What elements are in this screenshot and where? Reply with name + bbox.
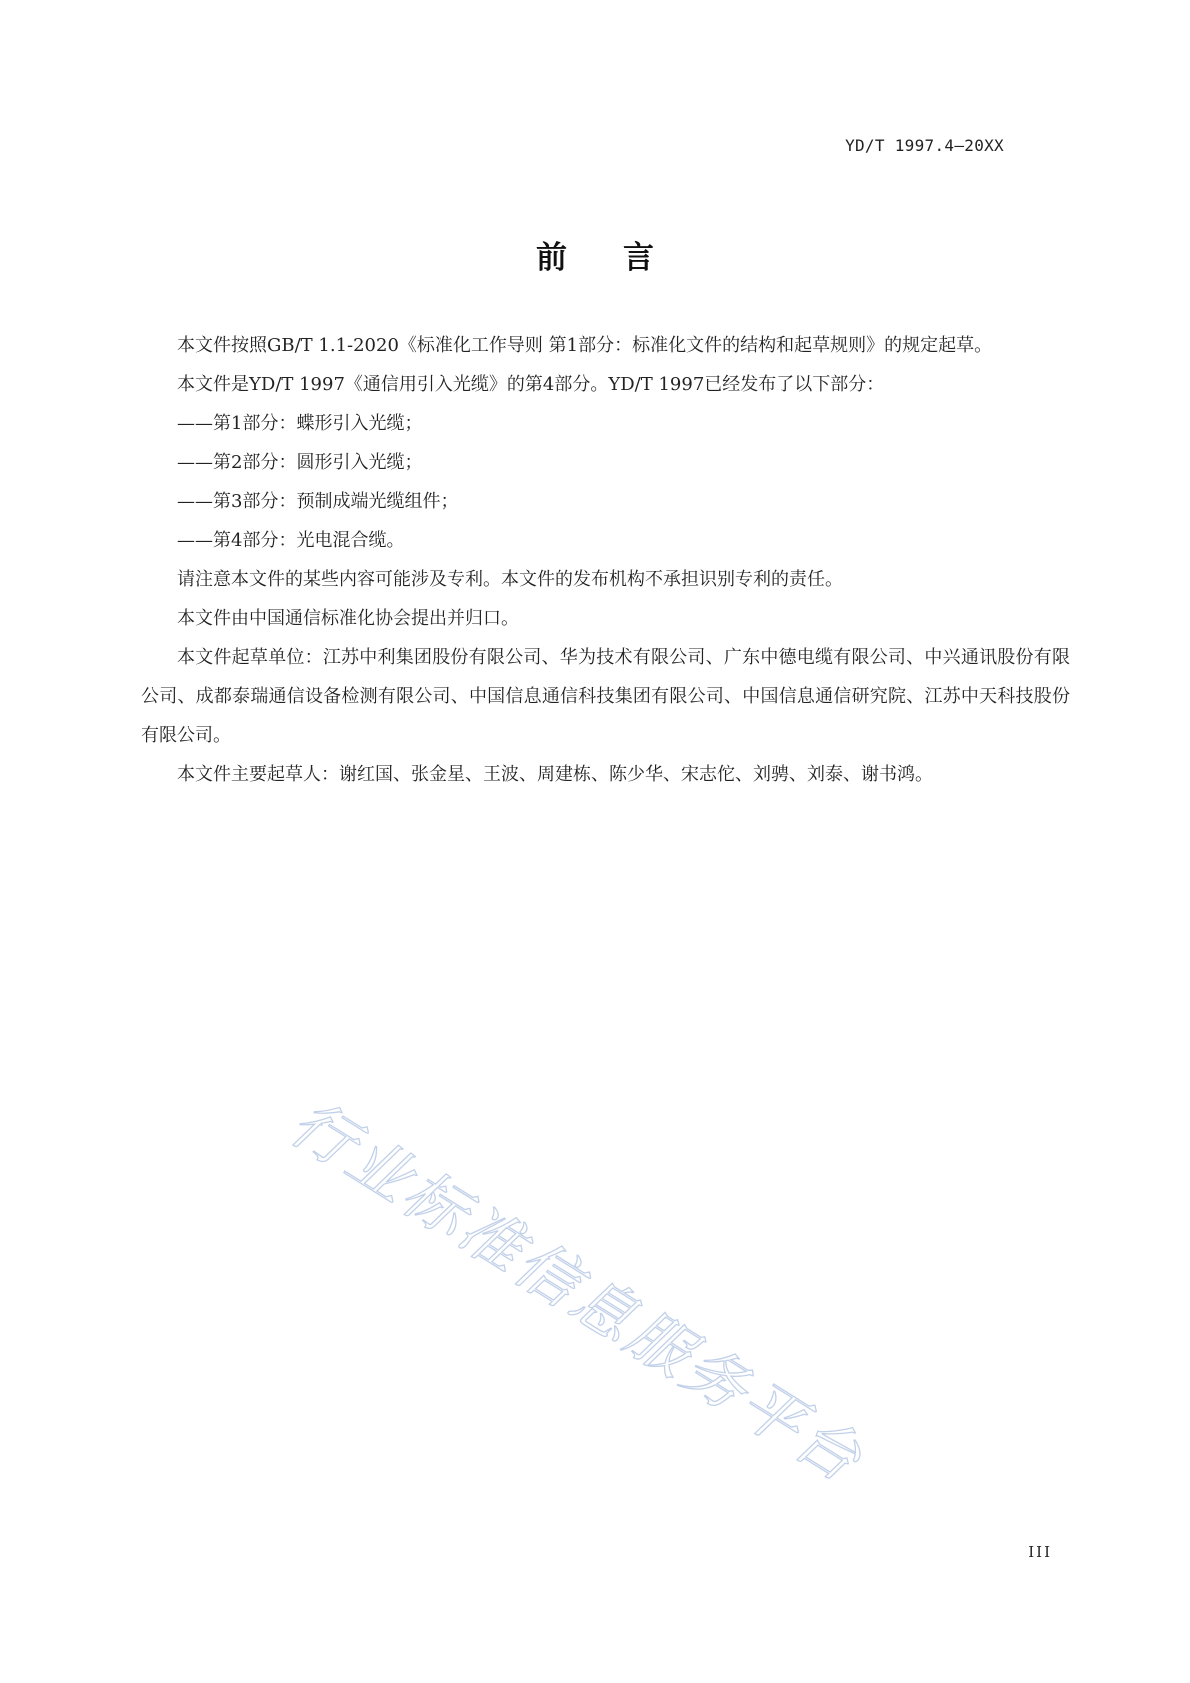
list-item-part-3: ——第3部分：预制成端光缆组件；	[177, 491, 459, 512]
list-item-part-2: ——第2部分：圆形引入光缆；	[177, 452, 423, 473]
foreword-content	[141, 326, 1070, 794]
list-item-part-4: ——第4部分：光电混合缆。	[177, 530, 405, 551]
paragraph-drafting-rules: 本文件按照GB/T 1.1-2020《标准化工作导则 第1部分：标准化文件的结构和起草规则》的规定起草。	[177, 335, 993, 356]
page-title: 前言	[536, 240, 710, 276]
watermark-text: 行业标准信息服务平台	[278, 1085, 877, 1498]
list-item-part-1: ——第1部分：蝶形引入光缆；	[177, 413, 423, 434]
paragraph-drafters: 本文件主要起草人：谢红国、张金星、王波、周建栋、陈少华、宋志佗、刘骋、刘泰、谢书鸿。	[177, 764, 933, 785]
paragraph-proposer: 本文件由中国通信标准化协会提出并归口。	[177, 608, 519, 629]
paragraph-patent-notice: 请注意本文件的某些内容可能涉及专利。本文件的发布机构不承担识别专利的责任。	[177, 569, 843, 590]
paragraph-drafting-units: 本文件起草单位：江苏中利集团股份有限公司、华为技术有限公司、广东中德电缆有限公司、中兴通讯股份有限公司、成都泰瑞通信设备检测有限公司、中国信息通信科技集团有限公司、中国信息通信研究院、江苏中天科技股份有限公司。	[141, 647, 1070, 746]
document-code: YD/T 1997.4—20XX	[845, 136, 1004, 155]
page-number: III	[1028, 1543, 1052, 1561]
paragraph-series-parts: 本文件是YD/T 1997《通信用引入光缆》的第4部分。YD/T 1997已经发布了以下部分：	[177, 374, 885, 395]
